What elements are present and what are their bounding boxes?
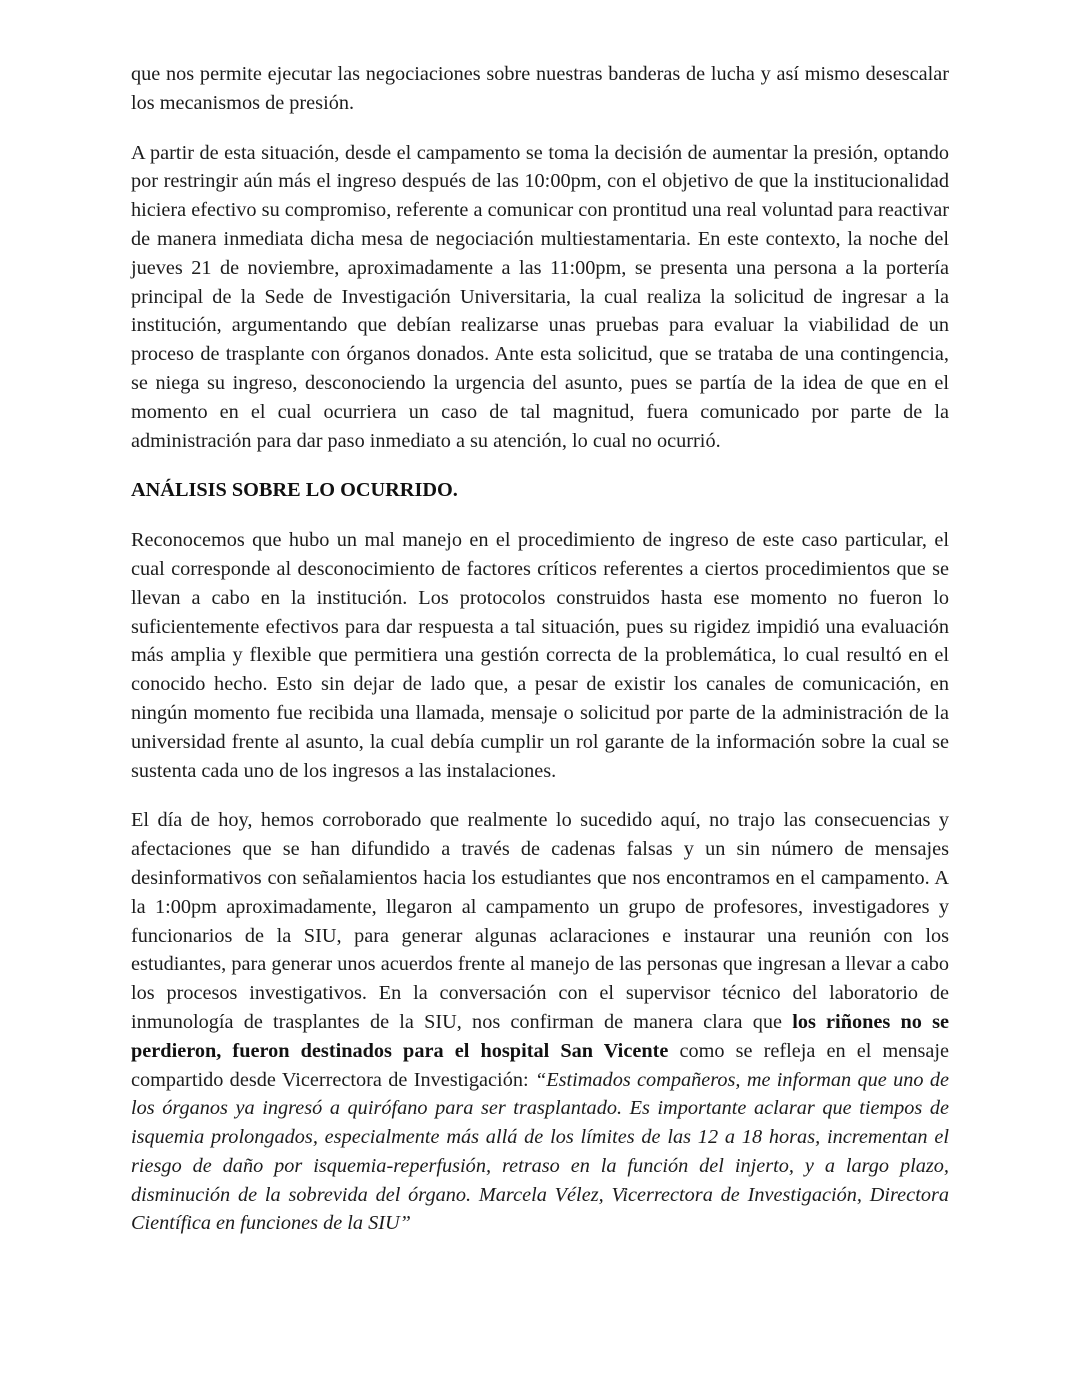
corroboration-middle: como se refleja en el mensaje compartido desde Vicerrectora de Investigación: — [131, 1039, 949, 1091]
paragraph-gap — [131, 505, 949, 526]
paragraph-gap — [131, 455, 949, 476]
paragraph-negotiations: que nos permite ejecutar las negociaciones sobre nuestras banderas de lucha y así mismo desescalar los mecanismos de presión. — [131, 63, 949, 114]
paragraph-situation: A partir de esta situación, desde el campamento se toma la decisión de aumentar la presión, optando por restringir aún más el ingreso después de las 10:00pm, con el objetivo de que la institucionalidad hiciera efectivo su compromiso, referente a comunicar con prontitud una real voluntad para reactivar de manera inmediata dicha mesa de negociación multiestamentaria. En este contexto, la noche del jueves 21 de noviembre, aproximadamente a las 11:00pm, se presenta una persona a la portería principal de la Sede de Investigación Universitaria, la cual realiza la solicitud de ingresar a la institución, argumentando que debían realizarse unas pruebas para evaluar la viabilidad de un proceso de trasplante con órganos donados. Ante esta solicitud, que se trataba de una contingencia, se niega su ingreso, desconociendo la urgencia del asunto, pues se partía de la idea de que en el momento en el cual ocurriera un caso de tal magnitud, fuera comunicado por parte de la administración para dar paso inmediato a su atención, lo cual no ocurrió. — [131, 141, 949, 452]
section-heading: ANÁLISIS SOBRE LO OCURRIDO. — [131, 479, 458, 502]
paragraph-analysis: Reconocemos que hubo un mal manejo en el procedimiento de ingreso de este caso particular, el cual corresponde al desconocimiento de factores críticos referentes a ciertos procedimientos que se llevan a cabo en la institución. Los protocolos construidos hasta ese momento no fueron lo suficientemente efectivos para dar respuesta a tal situación, pues su rigidez impidió una evaluación más amplia y flexible que permitiera una gestión correcta de la problemática, lo cual resultó en el conocido hecho. Esto sin dejar de lado que, a pesar de existir los canales de comunicación, en ningún momento fue recibida una llamada, mensaje o solicitud por parte de la administración de la universidad frente al asunto, la cual debía cumplir un rol garante de la información sobre la cual se sustenta cada uno de los ingresos a las instalaciones. — [131, 529, 949, 782]
paragraph-gap — [131, 118, 949, 139]
paragraph-gap — [131, 785, 949, 806]
corroboration-intro: El día de hoy, hemos corroborado que realmente lo sucedido aquí, no trajo las consecuencias y afectaciones que se han difundido a través de cadenas falsas y un sin número de mensajes desinformativos con señalamientos hacia los estudiantes que nos encontramos en el campamento. A la 1:00pm aproximadamente, llegaron al campamento un grupo de profesores, investigadores y funcionarios de la SIU, para generar algunas aclaraciones e instaurar una reunión con los estudiantes, para generar unos acuerdos frente al manejo de las personas que ingresan a llevar a cabo los procesos investigativos. En la conversación con el supervisor técnico del laboratorio de inmunología de trasplantes de la SIU, nos confirman de manera clara que — [131, 809, 949, 1033]
bold-statement: los riñones no se perdieron, fueron destinados para el hospital San Vicente — [131, 1010, 949, 1062]
quoted-message: “Estimados compañeros, me informan que uno de los órganos ya ingresó a quirófano para ser trasplantado. Es importante aclarar que tiempos de isquemia prolongados, especialmente más allá de los límites de las 12 a 18 horas, incrementan el riesgo de daño por isquemia-reperfusión, retraso en la función del injerto, y a largo plazo, disminución de la sobrevida del órgano. Marcela Vélez, Vicerrectora de Investigación, Directora Científica en funciones de la SIU” — [131, 1068, 949, 1235]
paragraph-corroboration — [131, 806, 949, 1238]
